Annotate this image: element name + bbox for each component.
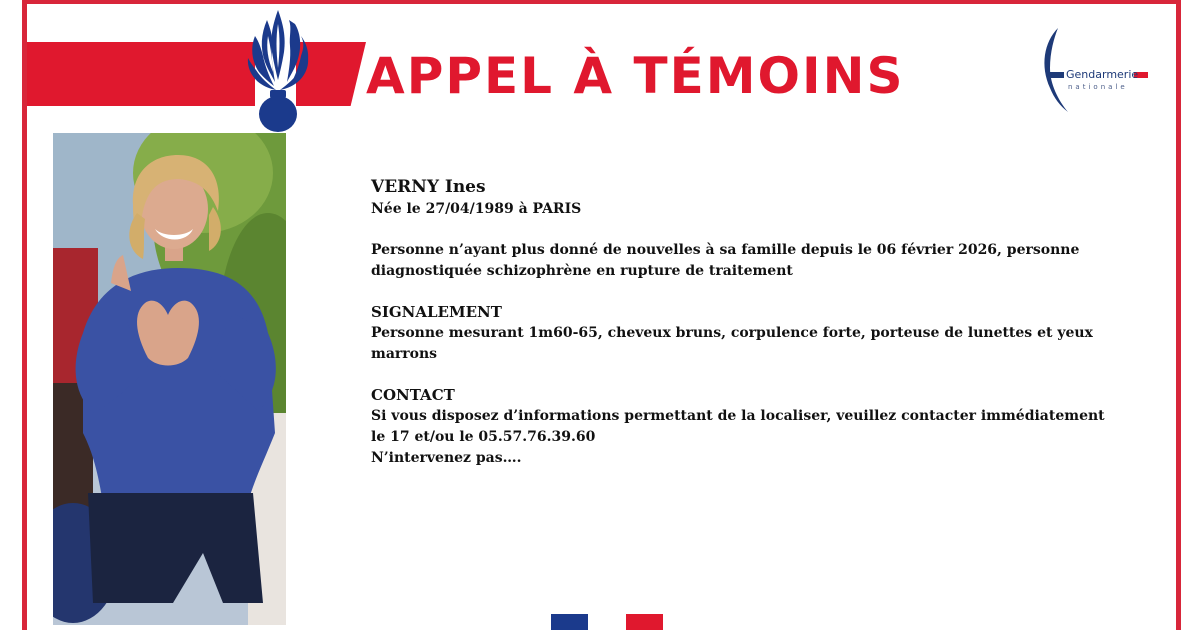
contact-text: Si vous disposez d’informations permettant de la localiser, veuillez contacter immédiatement le 17 et/ou le 05.57.76.39.60 xyxy=(371,408,1105,445)
contact-heading: CONTACT xyxy=(371,386,455,404)
signalement-text: Personne mesurant 1m60-65, cheveux bruns, corpulence forte, porteuse de lunettes et yeux marrons xyxy=(371,325,1093,362)
person-photo xyxy=(53,133,286,625)
disappearance-description: Personne n’ayant plus donné de nouvelles à sa famille depuis le 06 février 2026, personne diagnostiquée schizophrène en rupture de traitement xyxy=(371,242,1080,279)
person-birth: Née le 27/04/1989 à PARIS xyxy=(371,201,582,217)
page-title: APPEL À TÉMOINS xyxy=(366,47,905,105)
poster-frame-top xyxy=(22,0,1181,4)
title-banner-left xyxy=(27,42,255,106)
person-photo-illustration xyxy=(53,133,286,625)
notice-content xyxy=(371,175,1111,469)
poster-frame-right xyxy=(1176,0,1181,630)
signalement-heading: SIGNALEMENT xyxy=(371,303,502,321)
gendarmerie-logo-text: Gendarmerie xyxy=(1066,68,1139,81)
french-flag-icon xyxy=(551,614,663,630)
gendarmerie-logo-subtext: nationale xyxy=(1068,83,1128,91)
contact-warning: N’intervenez pas…. xyxy=(371,450,522,466)
person-name: VERNY Ines xyxy=(371,177,486,197)
grenade-flame-icon xyxy=(243,6,313,134)
